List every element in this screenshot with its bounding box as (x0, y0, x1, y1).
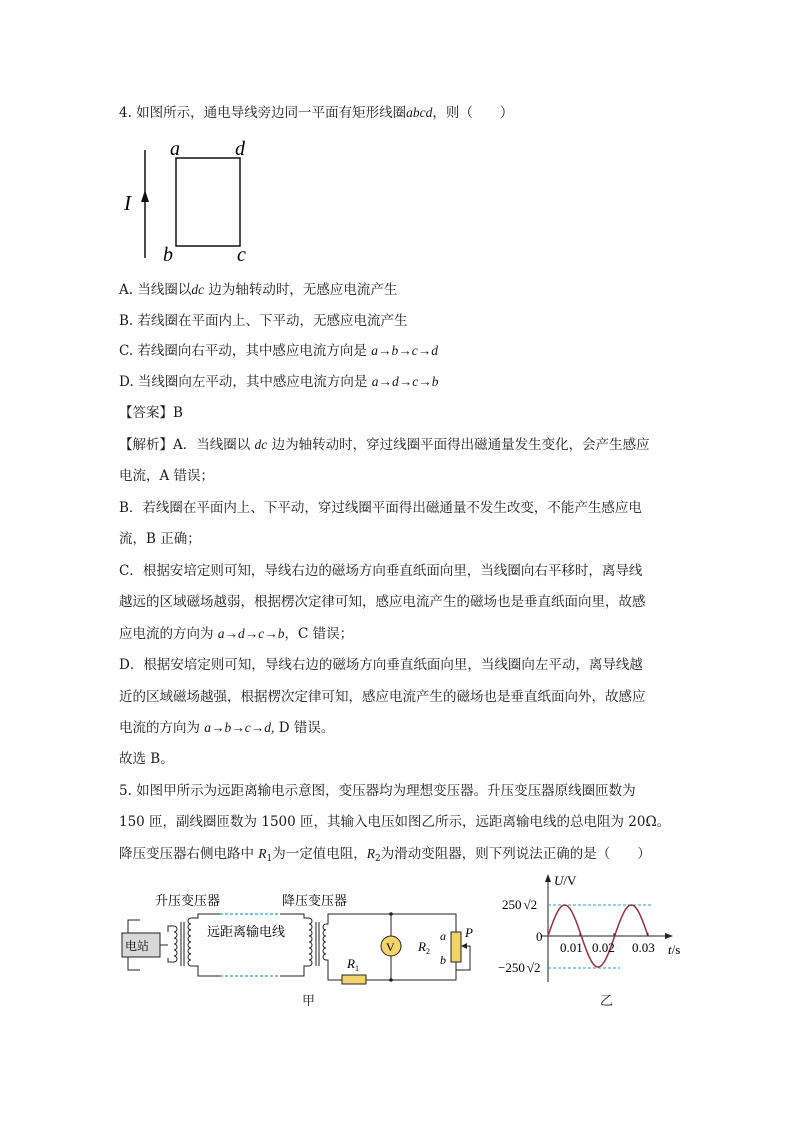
q4-option-b: B. 若线圈在平面内上、下平动，无感应电流产生 (119, 313, 408, 329)
ymax-label: 250 √2 (502, 897, 538, 912)
step-down-secondary-coil (323, 924, 326, 960)
tick-0-01: 0.01 (560, 940, 583, 955)
q5-figure-jia (118, 884, 478, 1008)
vertex-a: a (170, 138, 180, 160)
origin-label: 0 (536, 929, 543, 944)
q4-answer: 【答案】B (119, 405, 183, 421)
r1-label: $R_1$ (347, 956, 359, 973)
q4-analysis-c2: 越远的区域磁场越弱，根据楞次定律可知，感应电流产生的磁场也是垂直纸面向里，故感 (119, 594, 646, 610)
q4-stem: 4. 如图所示，通电导线旁边同一平面有矩形线圈abcd，则（ ） (119, 105, 514, 121)
q4-analysis-d3: 电流的方向为 a→b→c→d, D 错误。 (119, 720, 335, 736)
tick-0-02: 0.02 (592, 940, 615, 955)
step-up-primary-coil (174, 926, 177, 962)
tick-0-03: 0.03 (632, 940, 655, 955)
q5-figure-yi (496, 870, 696, 990)
q5-stem-line1: 5. 如图甲所示为远距离输电示意图，变压器均为理想变压器。升压变压器原线圈匝数为 (119, 783, 636, 799)
transmission-line-label: 远距离输电线 (207, 924, 286, 939)
power-station-label: 电站 (125, 939, 150, 953)
q4-analysis-c3: 应电流的方向为 a→d→c→b，C 错误； (119, 626, 354, 642)
x-axis-label: t/s (668, 942, 681, 957)
current-label: I (124, 191, 131, 215)
step-down-primary-coil (309, 918, 312, 966)
q4-conclusion: 故选 B。 (119, 751, 174, 767)
q4-figure (118, 136, 288, 266)
r2-label: $R_2$ (418, 939, 430, 956)
slider-p: P (465, 925, 473, 940)
step-up-label: 升压变压器 (155, 893, 221, 908)
q5-stem-line3: 降压变压器右侧电路中 $R_1$为一定值电阻，$R_2$为滑动变阻器，则下列说法正确的是（ ） (119, 846, 651, 864)
rheostat-b: b (440, 953, 446, 967)
figure-jia-caption: 甲 (302, 994, 316, 1009)
q4-analysis-a2: 电流，A 错误； (119, 468, 215, 484)
figure-yi-caption: 乙 (600, 994, 614, 1009)
q4-analysis-d2: 近的区域磁场越强，根据楞次定律可知，感应电流产生的磁场也是垂直纸面向外，故感应 (119, 689, 646, 705)
q4-analysis-c1: C．根据安培定则可知，导线右边的磁场方向垂直纸面向里，当线圈向右平移时，离导线 (119, 563, 643, 579)
step-up-secondary-coil (188, 918, 191, 966)
rheostat-r2 (451, 932, 461, 962)
rectangular-coil (176, 158, 240, 246)
vertex-d: d (235, 138, 245, 160)
q4-analysis-b2: 流，B 正确； (119, 531, 201, 547)
vertex-b: b (163, 244, 173, 266)
q4-analysis-d1: D．根据安培定则可知，导线右边的磁场方向垂直纸面向里，当线圈向左平动，离导线越 (119, 657, 643, 673)
resistor-r1 (342, 975, 366, 984)
q5-stem-line2: 150 匝，副线圈匝数为 1500 匝，其输入电压如图乙所示，远距离输电线的总电阻为 20Ω。 (119, 814, 671, 830)
voltmeter-label: V (386, 940, 395, 954)
q4-option-d: D. 当线圈向左平动，其中感应电流方向是 a→d→c→b (119, 374, 439, 390)
ymin-label: −250 √2 (498, 960, 541, 975)
q4-option-a: A. 当线圈以dc 边为轴转动时，无感应电流产生 (119, 282, 398, 298)
slider-arrow (461, 943, 467, 949)
current-arrow (141, 190, 149, 202)
step-down-label: 降压变压器 (282, 893, 348, 908)
vertex-c: c (237, 244, 246, 266)
q4-option-c: C. 若线圈向右平动，其中感应电流方向是 a→b→c→d (119, 343, 438, 359)
q4-analysis-b1: B．若线圈在平面内上、下平动，穿过线圈平面得出磁通量不发生改变，不能产生感应电 (119, 500, 642, 516)
rheostat-a: a (440, 929, 446, 943)
q4-analysis-a1: 【解析】A．当线圈以 dc 边为轴转动时，穿过线圈平面得出磁通量发生变化，会产生感应 (119, 437, 650, 453)
y-axis-label: U/V (554, 873, 577, 888)
